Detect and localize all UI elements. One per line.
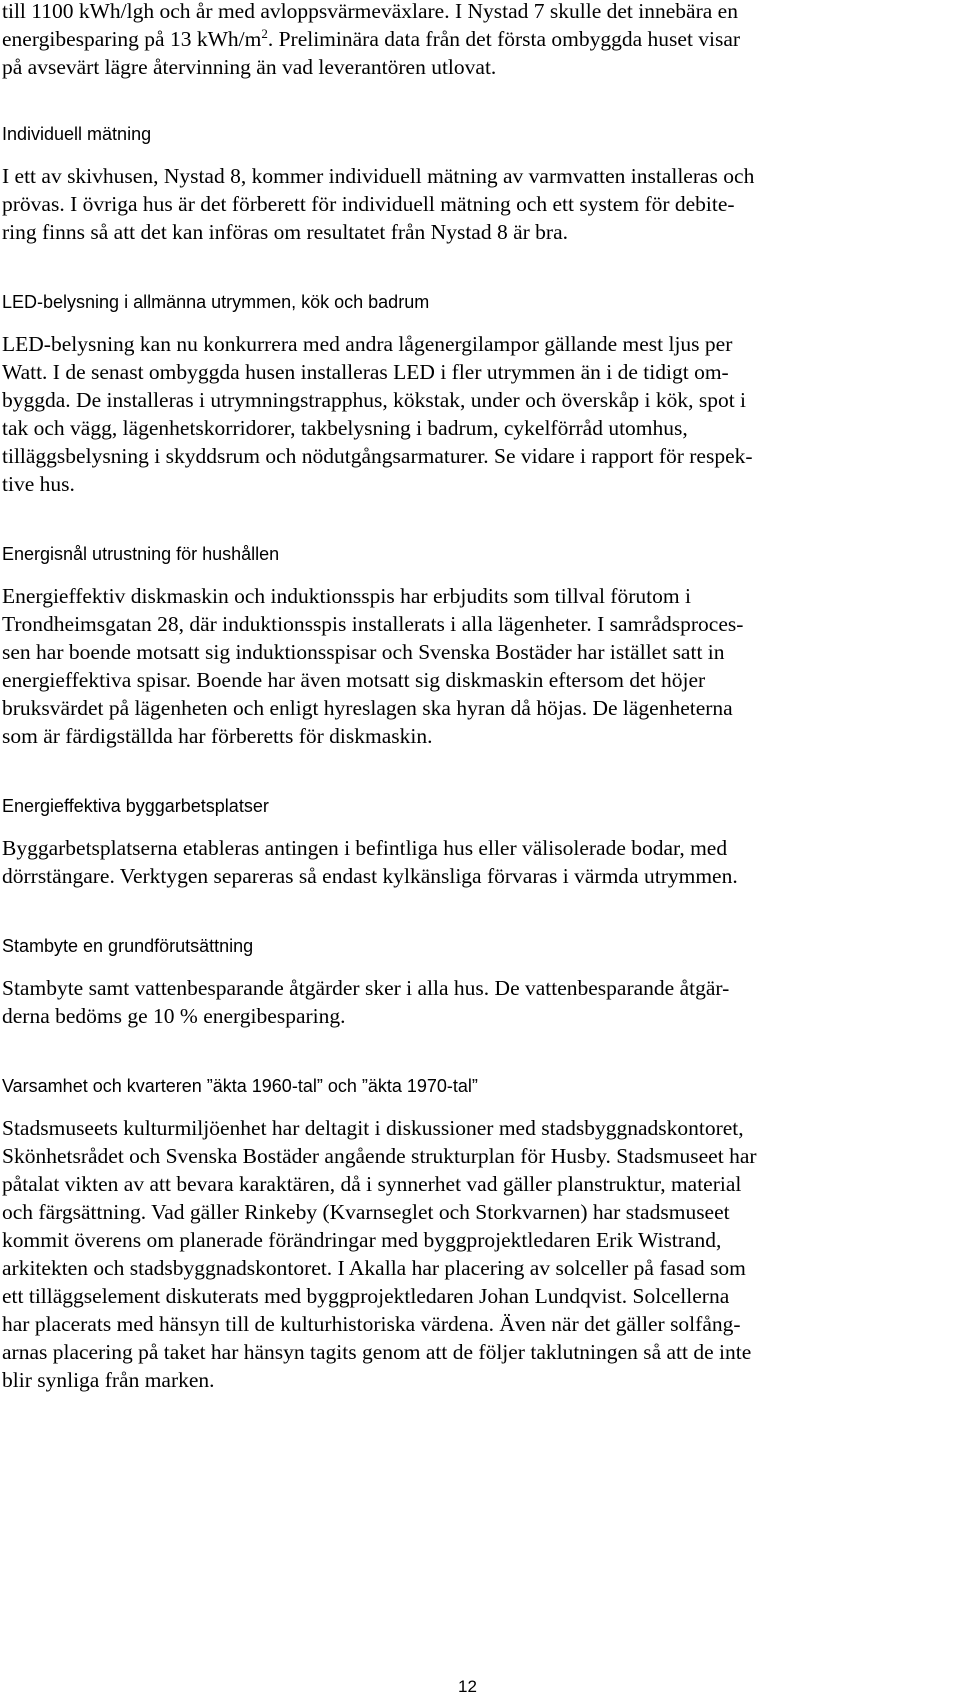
section-paragraph (2, 974, 942, 1030)
section-paragraph (2, 1114, 942, 1394)
paragraph-line: Skönhetsrådet och Svenska Bostäder angående strukturplan för Husby. Stadsmuseet har (2, 1144, 757, 1168)
paragraph-line: Trondheimsgatan 28, där induktionsspis installerats i alla lägenheter. I samrådsproces- (2, 612, 744, 636)
paragraph-line: derna bedöms ge 10 % energibesparing. (2, 1004, 346, 1028)
paragraph-line: till 1100 kWh/lgh och år med avloppsvärmeväxlare. I Nystad 7 skulle det innebära en (2, 0, 738, 23)
paragraph-line: dörrstängare. Verktygen separeras så endast kylkänsliga förvaras i värmda utrymmen. (2, 864, 738, 888)
paragraph-line: Stambyte samt vattenbesparande åtgärder sker i alla hus. De vattenbesparande åtgär- (2, 976, 730, 1000)
paragraph-line: prövas. I övriga hus är det förberett för individuell mätning och ett system för debite- (2, 192, 735, 216)
section-heading: Individuell mätning (2, 124, 152, 144)
intro-paragraph (2, 0, 942, 81)
paragraph-line: Watt. I de senast ombyggda husen installeras LED i fler utrymmen än i de tidigt om- (2, 360, 729, 384)
paragraph-line: och färgsättning. Vad gäller Rinkeby (Kvarnseglet och Storkvarnen) har stadsmuseet (2, 1200, 730, 1224)
paragraph-line: ett tilläggselement diskuterats med byggprojektledaren Johan Lundqvist. Solcellerna (2, 1284, 730, 1308)
superscript: 2 (261, 25, 268, 41)
paragraph-line: tak och vägg, lägenhetskorridorer, takbelysning i badrum, cykelförråd utomhus, (2, 416, 688, 440)
section-paragraph (2, 582, 942, 750)
line-segment: energibesparing på 13 kWh/m (2, 27, 262, 51)
paragraph-line: tilläggsbelysning i skyddsrum och nödutgångsarmaturer. Se vidare i rapport för respek- (2, 444, 753, 468)
section-heading: Energieffektiva byggarbetsplatser (2, 796, 269, 816)
section-heading: Stambyte en grundförutsättning (2, 936, 254, 956)
paragraph-line: Energieffektiv diskmaskin och induktionsspis har erbjudits som tillval förutom i (2, 584, 691, 608)
paragraph-line: på avsevärt lägre återvinning än vad leverantören utlovat. (2, 55, 497, 79)
paragraph-line: LED-belysning kan nu konkurrera med andra lågenergilampor gällande mest ljus per (2, 332, 733, 356)
paragraph-line: sen har boende motsatt sig induktionsspisar och Svenska Bostäder har istället satt in (2, 640, 725, 664)
line-segment: . Preliminära data från det första ombyggda huset visar (267, 27, 741, 51)
paragraph-line: kommit överens om planerade förändringar med byggprojektledaren Erik Wistrand, (2, 1228, 722, 1252)
paragraph-line: påtalat vikten av att bevara karaktären, då i synnerhet vad gäller planstruktur, material (2, 1172, 742, 1196)
section-heading: LED-belysning i allmänna utrymmen, kök och badrum (2, 292, 430, 312)
section-paragraph (2, 162, 942, 246)
paragraph-line: tive hus. (2, 472, 75, 496)
section-paragraph (2, 330, 942, 498)
paragraph-line: arkitekten och stadsbyggnadskontoret. I Akalla har placering av solceller på fasad som (2, 1256, 746, 1280)
paragraph-line: Stadsmuseets kulturmiljöenhet har deltagit i diskussioner med stadsbyggnadskontoret, (2, 1116, 744, 1140)
paragraph-line: ring finns så att det kan införas om resultatet från Nystad 8 är bra. (2, 220, 568, 244)
paragraph-line: byggda. De installeras i utrymningstrapphus, kökstak, under och överskåp i kök, spot i (2, 388, 747, 412)
paragraph-line: arnas placering på taket har hänsyn tagits genom att de följer taklutningen så att de inte (2, 1340, 752, 1364)
paragraph-line: blir synliga från marken. (2, 1368, 215, 1392)
paragraph-line: energieffektiva spisar. Boende har även motsatt sig diskmaskin eftersom det höjer (2, 668, 706, 692)
section-heading: Energisnål utrustning för hushållen (2, 544, 280, 564)
paragraph-line (2, 25, 942, 53)
paragraph-line: Byggarbetsplatserna etableras antingen i befintliga hus eller välisolerade bodar, med (2, 836, 728, 860)
paragraph-line: som är färdigställda har förberetts för diskmaskin. (2, 724, 433, 748)
page-number: 12 (458, 1677, 477, 1696)
paragraph-line: bruksvärdet på lägenheten och enligt hyreslagen ska hyran då höjas. De lägenheterna (2, 696, 733, 720)
section-paragraph (2, 834, 942, 890)
paragraph-line: har placerats med hänsyn till de kulturhistoriska värdena. Även när det gäller solfång- (2, 1312, 741, 1336)
paragraph-line: I ett av skivhusen, Nystad 8, kommer individuell mätning av varmvatten installeras och (2, 164, 755, 188)
section-heading: Varsamhet och kvarteren ”äkta 1960-tal” och ”äkta 1970-tal” (2, 1076, 478, 1096)
